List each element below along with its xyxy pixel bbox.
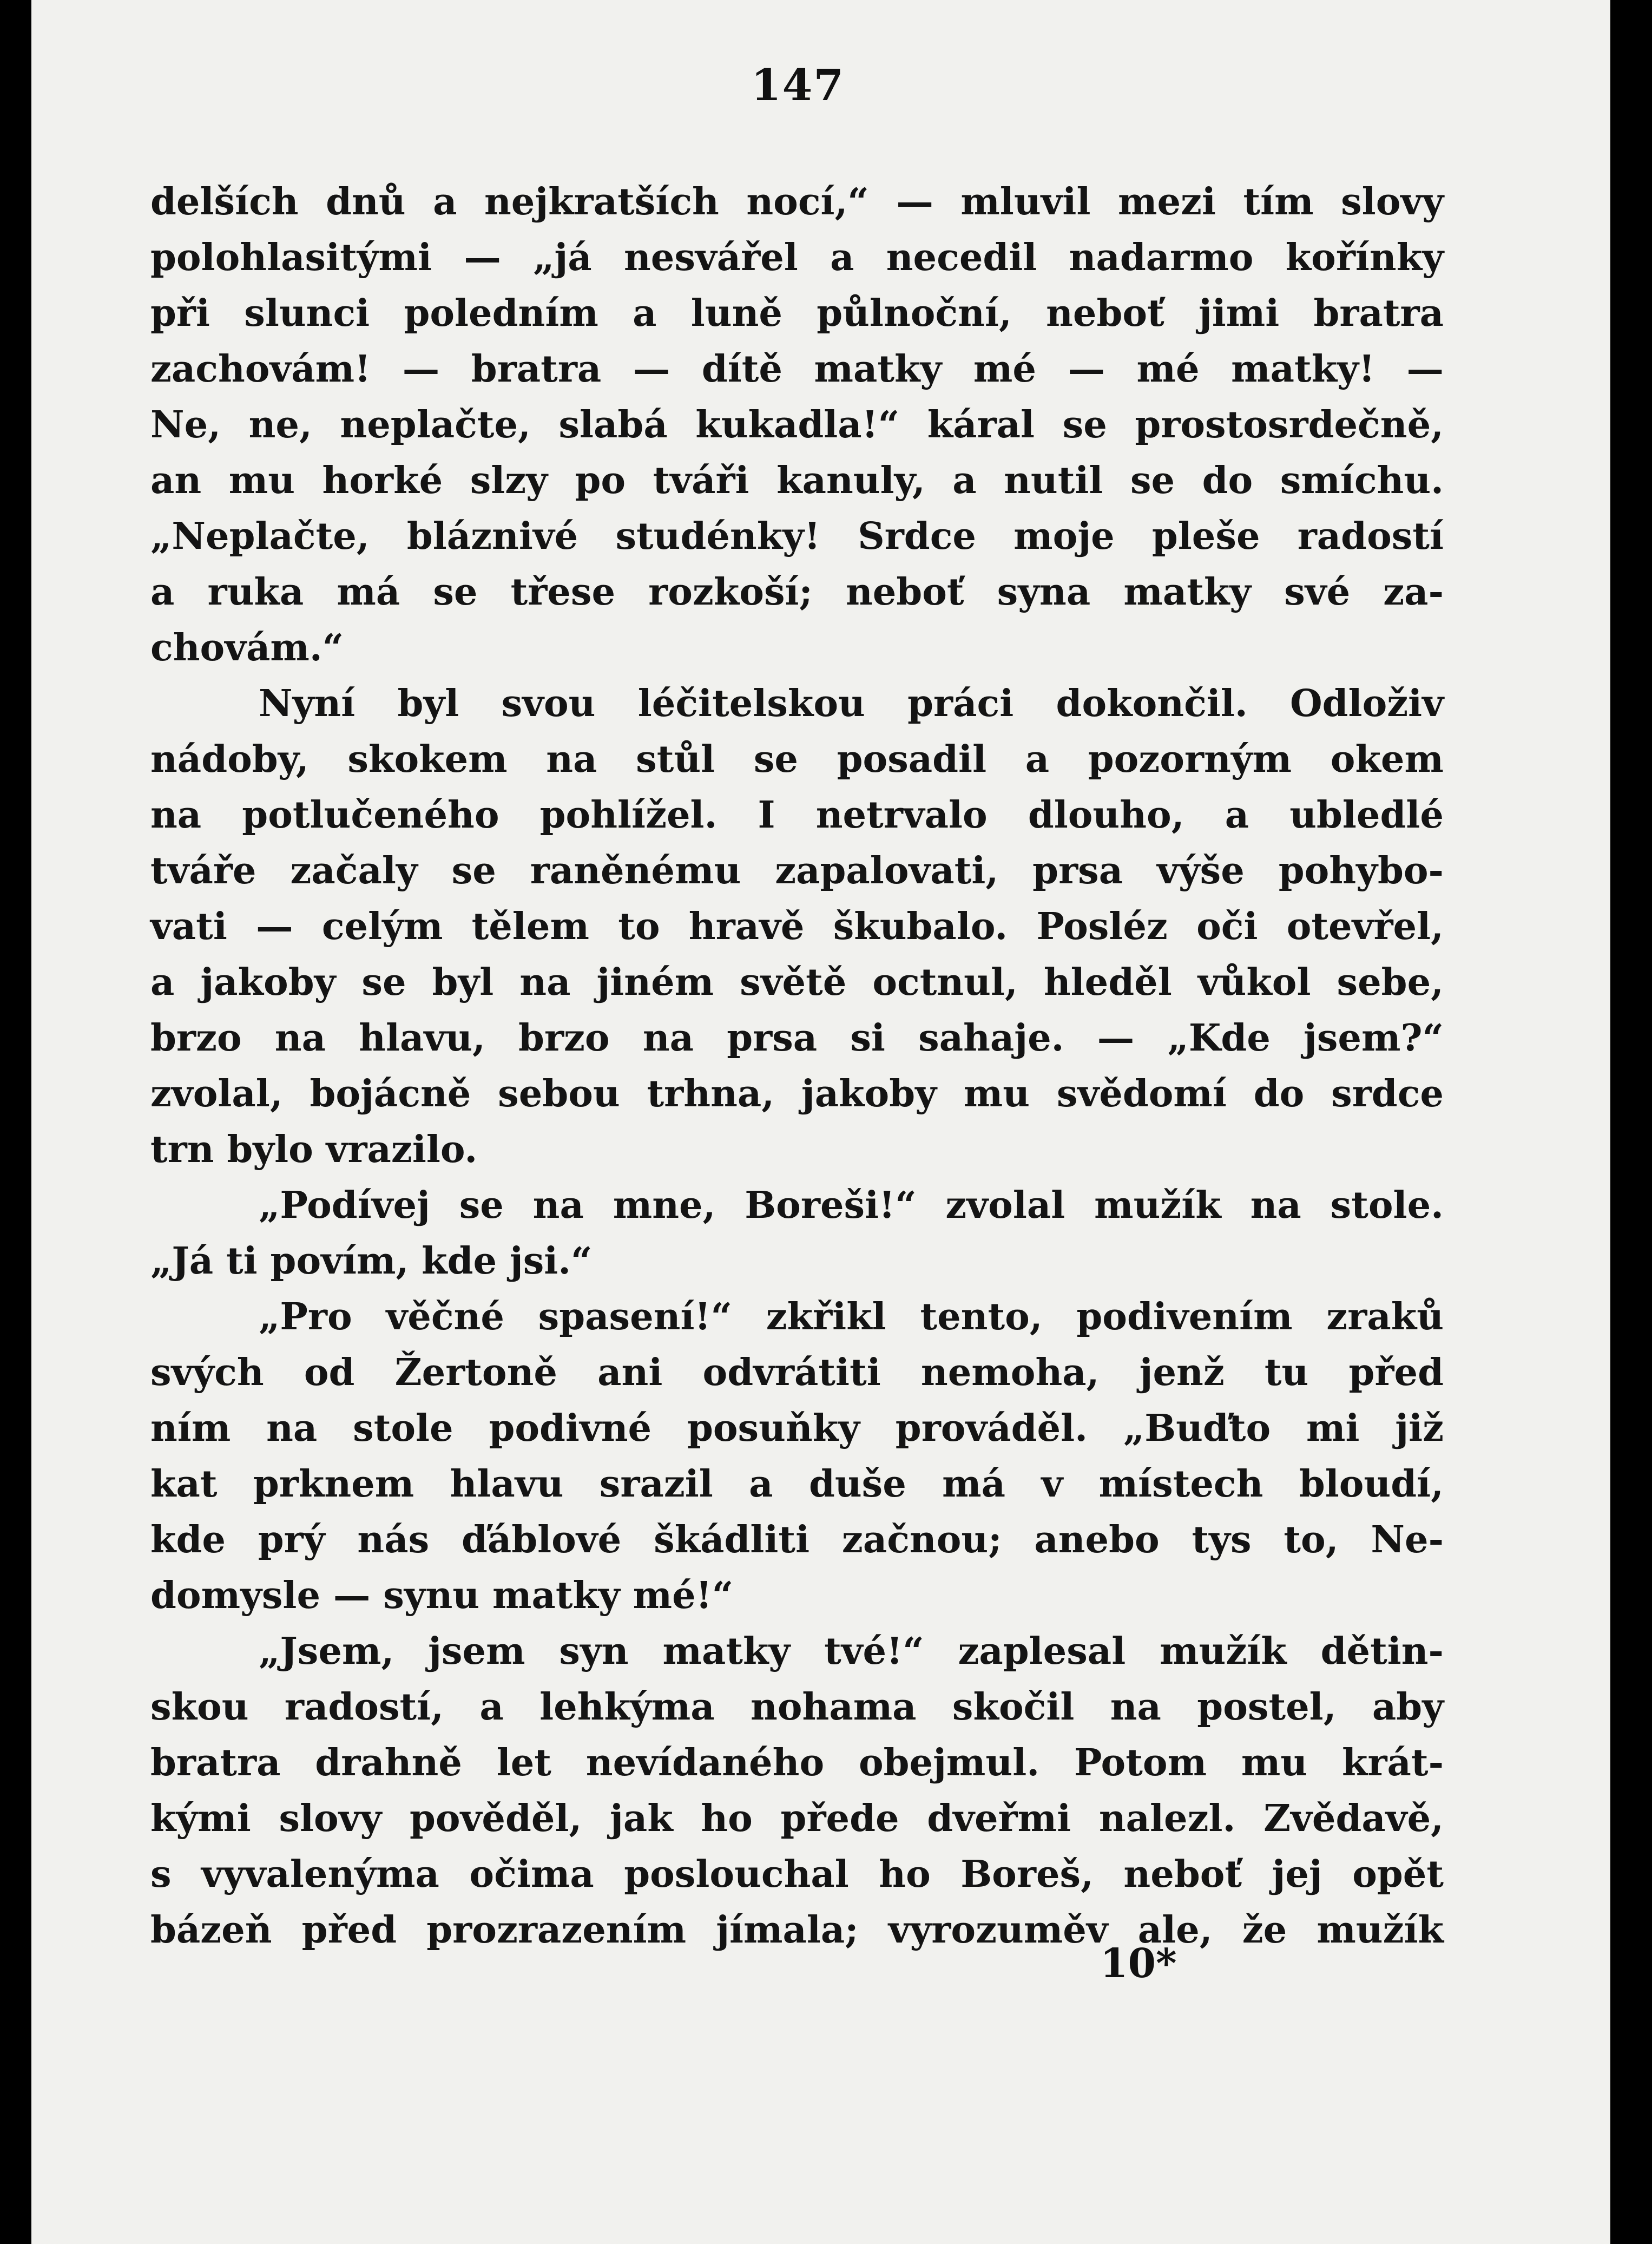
text-line: brzo na hlavu, brzo na prsa si sahaje. — „Kde jsem?“	[150, 1016, 1444, 1060]
text-line: bázeň před prozrazením jímala; vyrozuměv ale, že mužík	[150, 1908, 1444, 1952]
page-number: 147	[751, 60, 845, 110]
text-line: polohlasitými — „já nesvářel a necedil nadarmo kořínky	[150, 236, 1444, 279]
text-line: nádoby, skokem na stůl se posadil a pozorným okem	[150, 738, 1444, 781]
text-line: bratra drahně let nevídaného obejmul. Potom mu krát-	[150, 1741, 1444, 1784]
text-line: kými slovy pověděl, jak ho přede dveřmi nalezl. Zvědavě,	[150, 1797, 1444, 1840]
text-line: „Jsem, jsem syn matky tvé!“ zaplesal mužík dětin-	[259, 1630, 1444, 1673]
text-line: „Neplačte, bláznivé studénky! Srdce moje pleše radostí	[150, 515, 1444, 558]
text-line: a jakoby se byl na jiném světě octnul, hleděl vůkol sebe,	[150, 961, 1444, 1004]
text-line: svých od Žertoně ani odvrátiti nemoha, jenž tu před	[150, 1351, 1444, 1394]
text-line: delších dnů a nejkratších nocí,“ — mluvil mezi tím slovy	[150, 180, 1444, 224]
text-line: vati — celým tělem to hravě škubalo. Posléz oči otevřel,	[150, 905, 1444, 948]
text-line: chovám.“	[150, 626, 344, 670]
text-line: zvolal, bojácně sebou trhna, jakoby mu svědomí do srdce	[150, 1072, 1444, 1116]
text-line: a ruka má se třese rozkoší; neboť syna matky své za-	[150, 570, 1444, 614]
book-page	[31, 0, 1610, 2244]
text-line: kat prknem hlavu srazil a duše má v místech bloudí,	[150, 1462, 1444, 1506]
text-line: zachovám! — bratra — dítě matky mé — mé matky! —	[150, 347, 1444, 391]
body-text	[150, 174, 1444, 1958]
text-line: Ne, ne, neplačte, slabá kukadla!“ káral se prostosrdečně,	[150, 403, 1444, 447]
signature-mark: 10*	[1100, 1940, 1177, 1987]
text-line: s vyvalenýma očima poslouchal ho Boreš, neboť jej opět	[150, 1853, 1444, 1896]
text-line: skou radostí, a lehkýma nohama skočil na postel, aby	[150, 1685, 1444, 1729]
text-line: Nyní byl svou léčitelskou práci dokončil. Odloživ	[259, 682, 1444, 725]
text-line: „Já ti povím, kde jsi.“	[150, 1239, 593, 1283]
text-line: ním na stole podivné posuňky prováděl. „Buďto mi již	[150, 1407, 1444, 1450]
text-line: kde prý nás ďáblové škádliti začnou; anebo tys to, Ne-	[150, 1518, 1444, 1561]
text-line: na potlučeného pohlížel. I netrvalo dlouho, a ubledlé	[150, 793, 1444, 837]
text-line: „Pro věčné spasení!“ zkřikl tento, podivením zraků	[259, 1295, 1444, 1338]
text-line: an mu horké slzy po tváři kanuly, a nutil se do smíchu.	[150, 459, 1444, 502]
text-line: při slunci poledním a luně půlnoční, neboť jimi bratra	[150, 292, 1444, 335]
text-line: „Podívej se na mne, Boreši!“ zvolal mužík na stole.	[259, 1184, 1444, 1227]
text-line: tváře začaly se raněnému zapalovati, prsa výše pohybo-	[150, 849, 1444, 893]
text-line: trn bylo vrazilo.	[150, 1128, 478, 1171]
text-line: domysle — synu matky mé!“	[150, 1574, 734, 1617]
